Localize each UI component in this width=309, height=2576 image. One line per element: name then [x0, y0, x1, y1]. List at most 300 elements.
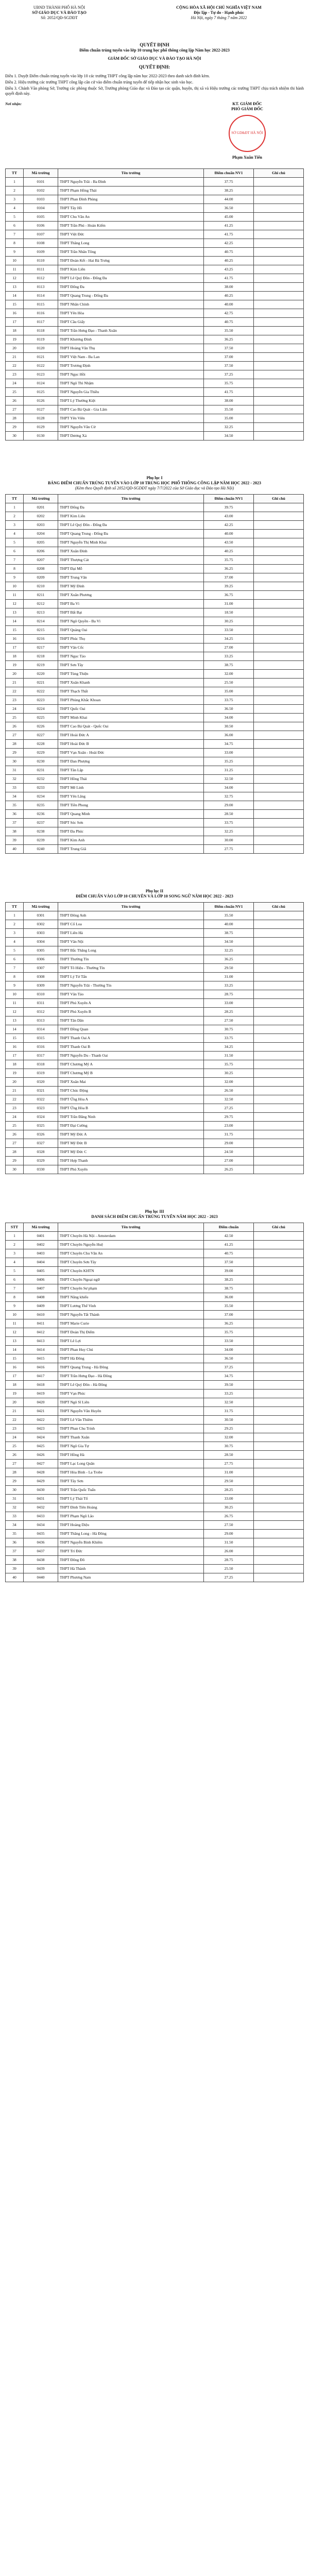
row-index: 17 — [6, 1371, 24, 1380]
col-header: Ghi chú — [254, 1223, 304, 1231]
cutoff-score: 40.75 — [204, 247, 254, 256]
row-index: 3 — [6, 195, 24, 204]
col-header: Ghi chú — [254, 902, 304, 911]
school-name: THPT Mỹ Đức B — [58, 1139, 204, 1147]
school-name: THPT Sóc Sơn — [58, 818, 204, 827]
school-name: THPT Hoài Đức B — [58, 739, 204, 748]
row-index: 26 — [6, 1450, 24, 1459]
table-row — [6, 1328, 304, 1336]
table-row — [6, 946, 304, 955]
row-index: 22 — [6, 1095, 24, 1104]
row-index: 8 — [6, 1293, 24, 1301]
table-row — [6, 361, 304, 370]
table-row — [6, 1139, 304, 1147]
row-index: 6 — [6, 955, 24, 963]
school-code: 0413 — [24, 1336, 58, 1345]
annex-3-heading — [5, 1209, 304, 1219]
table-row — [6, 1415, 304, 1424]
school-name: THPT Trí Đức — [58, 1547, 204, 1555]
table-row — [6, 990, 304, 998]
row-index: 30 — [6, 431, 24, 440]
table-row — [6, 704, 304, 713]
note — [254, 998, 304, 1007]
row-index: 35 — [6, 1529, 24, 1538]
note — [254, 920, 304, 928]
cutoff-score: 29.25 — [204, 1424, 254, 1433]
note — [254, 713, 304, 722]
school-name: THPT Thăng Long — [58, 239, 204, 247]
cutoff-score: 29.50 — [204, 963, 254, 972]
cutoff-score: 41.75 — [204, 230, 254, 239]
table-row — [6, 766, 304, 774]
note — [254, 1406, 304, 1415]
note — [254, 792, 304, 801]
note — [254, 1156, 304, 1165]
school-code: 0310 — [24, 990, 58, 998]
col-header: Điểm chuẩn NV1 — [204, 494, 254, 503]
table-row — [6, 920, 304, 928]
recipients — [5, 101, 108, 168]
school-name: THPT Chuyên Nguyễn Huệ — [58, 1240, 204, 1249]
row-index: 33 — [6, 1512, 24, 1520]
row-index: 18 — [6, 652, 24, 660]
cutoff-score: 39.00 — [204, 1266, 254, 1275]
row-index: 27 — [6, 405, 24, 414]
annex-2-heading — [5, 889, 304, 899]
row-index: 7 — [6, 555, 24, 564]
row-index: 7 — [6, 963, 24, 972]
cutoff-score: 35.00 — [204, 414, 254, 422]
row-index: 29 — [6, 748, 24, 757]
table-row — [6, 608, 304, 617]
note — [254, 555, 304, 564]
school-code: 0440 — [24, 1573, 58, 1582]
school-name: THPT Năng khiếu — [58, 1293, 204, 1301]
school-name: THPT Trần Quốc Tuấn — [58, 1485, 204, 1494]
row-index: 5 — [6, 538, 24, 547]
school-name: THPT Cổ Loa — [58, 920, 204, 928]
cutoff-score: 36.25 — [204, 955, 254, 963]
cutoff-score: 27.75 — [204, 1459, 254, 1468]
cutoff-score: 27.50 — [204, 1520, 254, 1529]
row-index: 29 — [6, 422, 24, 431]
table-row — [6, 836, 304, 844]
note — [254, 1025, 304, 1033]
note — [254, 317, 304, 326]
school-name: THPT Hà Đông — [58, 1354, 204, 1363]
school-code: 0237 — [24, 818, 58, 827]
row-index: 2 — [6, 1240, 24, 1249]
row-index: 15 — [6, 1033, 24, 1042]
school-code: 0118 — [24, 326, 58, 335]
note — [254, 239, 304, 247]
note — [254, 1130, 304, 1139]
cutoff-score: 32.75 — [204, 792, 254, 801]
table-row — [6, 1156, 304, 1165]
document-date: Hà Nội, ngày 7 tháng 7 năm 2022 — [191, 15, 247, 20]
school-name: THPT Liên Hà — [58, 928, 204, 937]
note — [254, 186, 304, 195]
school-name: THPT Đan Phượng — [58, 757, 204, 766]
cutoff-score: 28.75 — [204, 990, 254, 998]
note — [254, 1415, 304, 1424]
school-name: THPT Nhân Chính — [58, 300, 204, 309]
cutoff-score: 38.75 — [204, 928, 254, 937]
row-index: 9 — [6, 981, 24, 990]
school-code: 0306 — [24, 955, 58, 963]
row-index: 11 — [6, 998, 24, 1007]
table-row — [6, 282, 304, 291]
row-index: 5 — [6, 212, 24, 221]
cutoff-score: 31.00 — [204, 972, 254, 981]
school-code: 0319 — [24, 1069, 58, 1077]
cutoff-score: 37.25 — [204, 1363, 254, 1371]
cutoff-score: 28.25 — [204, 1007, 254, 1016]
cutoff-score: 34.75 — [204, 1371, 254, 1380]
note — [254, 256, 304, 265]
row-index: 25 — [6, 387, 24, 396]
school-code: 0236 — [24, 809, 58, 818]
school-name: THPT Lạc Long Quân — [58, 1459, 204, 1468]
school-name: THPT Phạm Ngũ Lão — [58, 1512, 204, 1520]
cutoff-score: 40.00 — [204, 300, 254, 309]
row-index: 16 — [6, 1363, 24, 1371]
table-row — [6, 1275, 304, 1284]
article-3: Điều 3. Chánh Văn phòng Sở, Trưởng các phòng thuộc Sở, Trưởng phòng Giáo dục và Đào tạo các quận, huyện, thị xã và Hiệu trưởng các trường THPT chịu trách nhiệm thi hành quyết định này. — [5, 86, 304, 96]
row-index: 19 — [6, 660, 24, 669]
row-index: 35 — [6, 801, 24, 809]
note — [254, 590, 304, 599]
school-name: THPT Đinh Tiên Hoàng — [58, 1503, 204, 1512]
table-row — [6, 731, 304, 739]
school-name: THPT Cầu Giấy — [58, 317, 204, 326]
note — [254, 1354, 304, 1363]
table-row — [6, 660, 304, 669]
school-code: 0412 — [24, 1328, 58, 1336]
note — [254, 1095, 304, 1104]
col-header: Mã trường — [24, 168, 58, 177]
school-code: 0320 — [24, 1077, 58, 1086]
school-name: THPT Nguyễn Văn Cừ — [58, 422, 204, 431]
school-name: THPT Hoàng Diệu — [58, 1520, 204, 1529]
row-index: 37 — [6, 1547, 24, 1555]
note — [254, 1345, 304, 1354]
note — [254, 678, 304, 687]
note — [254, 1512, 304, 1520]
school-code: 0130 — [24, 431, 58, 440]
note — [254, 928, 304, 937]
table-row — [6, 652, 304, 660]
row-index: 36 — [6, 1538, 24, 1547]
table-row — [6, 1112, 304, 1121]
school-name: THPT Lê Văn Thiêm — [58, 1415, 204, 1424]
school-name: THPT Bắc Thăng Long — [58, 946, 204, 955]
school-code: 0425 — [24, 1442, 58, 1450]
cutoff-score: 31.75 — [204, 1406, 254, 1415]
school-name: THPT Ứng Hòa A — [58, 1095, 204, 1104]
school-name: THPT Thường Tín — [58, 955, 204, 963]
cutoff-score: 43.50 — [204, 538, 254, 547]
school-code: 0108 — [24, 239, 58, 247]
issuer-block — [5, 5, 113, 38]
row-index: 24 — [6, 1112, 24, 1121]
table-row — [6, 520, 304, 529]
cutoff-score: 25.50 — [204, 678, 254, 687]
school-code: 0207 — [24, 555, 58, 564]
col-header: Tên trường — [58, 902, 204, 911]
cutoff-score: 42.50 — [204, 1231, 254, 1240]
table-row — [6, 1310, 304, 1319]
row-index: 25 — [6, 713, 24, 722]
cutoff-score: 30.75 — [204, 1442, 254, 1450]
school-code: 0114 — [24, 291, 58, 300]
row-index: 13 — [6, 1336, 24, 1345]
note — [254, 963, 304, 972]
school-code: 0238 — [24, 827, 58, 836]
school-code: 0433 — [24, 1512, 58, 1520]
school-code: 0240 — [24, 844, 58, 853]
school-name: THPT Xuân Đỉnh — [58, 547, 204, 555]
cutoff-score: 33.75 — [204, 696, 254, 704]
school-name: THPT Tiền Phong — [58, 801, 204, 809]
table-row — [6, 911, 304, 920]
table-row — [6, 955, 304, 963]
cutoff-score: 32.25 — [204, 827, 254, 836]
row-index: 13 — [6, 1016, 24, 1025]
table-row — [6, 617, 304, 625]
school-code: 0414 — [24, 1345, 58, 1354]
row-index: 19 — [6, 1069, 24, 1077]
school-code: 0410 — [24, 1310, 58, 1319]
cutoff-score: 36.25 — [204, 1319, 254, 1328]
cutoff-score: 43.25 — [204, 265, 254, 274]
note — [254, 1033, 304, 1042]
note — [254, 274, 304, 282]
table-row — [6, 678, 304, 687]
note — [254, 731, 304, 739]
table-row — [6, 1406, 304, 1415]
row-index: 39 — [6, 836, 24, 844]
school-name: THPT Trần Phú - Hoàn Kiếm — [58, 221, 204, 230]
school-code: 0127 — [24, 405, 58, 414]
school-code: 0224 — [24, 704, 58, 713]
cutoff-score: 30.75 — [204, 1025, 254, 1033]
table-row — [6, 1104, 304, 1112]
cutoff-score: 26.75 — [204, 1512, 254, 1520]
row-index: 24 — [6, 704, 24, 713]
table-row — [6, 317, 304, 326]
table-row — [6, 1450, 304, 1459]
row-index: 37 — [6, 818, 24, 827]
school-code: 0434 — [24, 1520, 58, 1529]
row-index: 9 — [6, 247, 24, 256]
table-row — [6, 1051, 304, 1060]
note — [254, 230, 304, 239]
table-row — [6, 1301, 304, 1310]
cutoff-score: 27.25 — [204, 1573, 254, 1582]
school-code: 0210 — [24, 582, 58, 590]
school-name: THPT Quang Trung - Đống Đa — [58, 291, 204, 300]
school-code: 0239 — [24, 836, 58, 844]
school-code: 0205 — [24, 538, 58, 547]
row-index: 21 — [6, 352, 24, 361]
table-row — [6, 713, 304, 722]
school-code: 0215 — [24, 625, 58, 634]
school-name: THPT Việt Đức — [58, 230, 204, 239]
table-row — [6, 792, 304, 801]
row-index: 12 — [6, 599, 24, 608]
cutoff-score: 37.00 — [204, 573, 254, 582]
school-code: 0313 — [24, 1016, 58, 1025]
school-code: 0418 — [24, 1380, 58, 1389]
row-index: 15 — [6, 625, 24, 634]
school-name: THPT Đông Anh — [58, 911, 204, 920]
col-header: Tên trường — [58, 168, 204, 177]
table-row — [6, 1547, 304, 1555]
row-index: 24 — [6, 379, 24, 387]
cutoff-score: 32.50 — [204, 1398, 254, 1406]
table-row — [6, 379, 304, 387]
note — [254, 564, 304, 573]
note — [254, 1371, 304, 1380]
table-body — [6, 503, 304, 853]
row-index: 32 — [6, 1503, 24, 1512]
note — [254, 1433, 304, 1442]
table-row — [6, 335, 304, 344]
note — [254, 379, 304, 387]
cutoff-score: 34.50 — [204, 431, 254, 440]
school-name: THPT Đoàn Kết - Hai Bà Trưng — [58, 256, 204, 265]
school-code: 0117 — [24, 317, 58, 326]
cutoff-score: 41.25 — [204, 1240, 254, 1249]
cutoff-score: 41.75 — [204, 274, 254, 282]
cutoff-score: 36.25 — [204, 564, 254, 573]
cutoff-score: 29.00 — [204, 801, 254, 809]
school-code: 0409 — [24, 1301, 58, 1310]
cutoff-score: 38.75 — [204, 660, 254, 669]
school-name: THPT Lý Thường Kiệt — [58, 396, 204, 405]
school-code: 0229 — [24, 748, 58, 757]
school-code: 0325 — [24, 1121, 58, 1130]
table-row — [6, 212, 304, 221]
annex-2-title: Phụ lục II — [145, 888, 164, 893]
cutoff-score: 33.50 — [204, 1336, 254, 1345]
cutoff-score: 29.50 — [204, 1477, 254, 1485]
school-code: 0222 — [24, 687, 58, 696]
table-row — [6, 186, 304, 195]
table-row — [6, 774, 304, 783]
school-name: THPT Đoàn Thị Điểm — [58, 1328, 204, 1336]
row-index: 31 — [6, 1494, 24, 1503]
school-name: THPT Cao Bá Quát - Quốc Oai — [58, 722, 204, 731]
cutoff-score: 35.50 — [204, 405, 254, 414]
cutoff-score: 33.00 — [204, 748, 254, 757]
school-code: 0307 — [24, 963, 58, 972]
note — [254, 573, 304, 582]
school-code: 0213 — [24, 608, 58, 617]
table-row — [6, 1319, 304, 1328]
cutoff-score: 32.50 — [204, 774, 254, 783]
row-index: 28 — [6, 414, 24, 422]
cutoff-score: 40.25 — [204, 256, 254, 265]
school-name: THPT Thăng Long - Hà Đông — [58, 1529, 204, 1538]
school-code: 0329 — [24, 1156, 58, 1165]
note — [254, 669, 304, 678]
school-code: 0228 — [24, 739, 58, 748]
row-index: 3 — [6, 520, 24, 529]
school-code: 0303 — [24, 928, 58, 937]
cutoff-score: 29.00 — [204, 1529, 254, 1538]
note — [254, 520, 304, 529]
note — [254, 836, 304, 844]
row-index: 25 — [6, 1442, 24, 1450]
note — [254, 1301, 304, 1310]
school-code: 0223 — [24, 696, 58, 704]
cutoff-score: 33.50 — [204, 625, 254, 634]
note — [254, 599, 304, 608]
article-2: Điều 2. Hiệu trưởng các trường THPT công lập căn cứ vào điểm chuẩn trúng tuyển để tiếp nhận học sinh vào học. — [5, 79, 194, 84]
note — [254, 1266, 304, 1275]
school-name: THPT Yên Lãng — [58, 792, 204, 801]
school-name: THPT Bất Bạt — [58, 608, 204, 617]
row-index: 4 — [6, 1258, 24, 1266]
authority: GIÁM ĐỐC SỞ GIÁO DỤC VÀ ĐÀO TẠO HÀ NỘI — [108, 56, 201, 61]
school-code: 0439 — [24, 1564, 58, 1573]
school-code: 0201 — [24, 503, 58, 512]
note — [254, 1310, 304, 1319]
school-name: THPT Trung Giã — [58, 844, 204, 853]
school-code: 0104 — [24, 204, 58, 212]
table-row — [6, 1284, 304, 1293]
table-row — [6, 1025, 304, 1033]
school-code: 0309 — [24, 981, 58, 990]
school-name: THPT Quang Trung - Đống Đa — [58, 529, 204, 538]
row-index: 16 — [6, 309, 24, 317]
note — [254, 911, 304, 920]
school-name: THPT Thạch Thất — [58, 687, 204, 696]
note — [254, 1529, 304, 1538]
school-name: THPT Vân Nội — [58, 937, 204, 946]
table-row — [6, 998, 304, 1007]
note — [254, 1249, 304, 1258]
note — [254, 1165, 304, 1174]
school-code: 0426 — [24, 1450, 58, 1459]
annex-1-note: (Kèm theo Quyết định số 2052/QĐ-SGDĐT ngày 7/7/2022 của Sở Giáo dục và Đào tạo Hà Nội) — [75, 485, 234, 490]
school-code: 0103 — [24, 195, 58, 204]
cutoff-score: 40.00 — [204, 529, 254, 538]
cutoff-score: 35.25 — [204, 757, 254, 766]
row-index: 27 — [6, 731, 24, 739]
cutoff-score: 36.50 — [204, 704, 254, 713]
school-code: 0107 — [24, 230, 58, 239]
note — [254, 696, 304, 704]
cutoff-score: 38.75 — [204, 1284, 254, 1293]
article-1: Điều 1. Duyệt Điểm chuẩn trúng tuyển vào lớp 10 các trường THPT công lập năm học 2022-2023 theo danh sách đính kèm. — [5, 73, 210, 78]
school-code: 0203 — [24, 520, 58, 529]
school-name: THPT Hoàng Văn Thụ — [58, 344, 204, 352]
school-code: 0328 — [24, 1147, 58, 1156]
row-index: 11 — [6, 1319, 24, 1328]
note — [254, 660, 304, 669]
school-name: THPT Nguyễn Trãi - Ba Đình — [58, 177, 204, 186]
table-row — [6, 1069, 304, 1077]
row-index: 29 — [6, 1477, 24, 1485]
table-row — [6, 405, 304, 414]
row-index: 9 — [6, 1301, 24, 1310]
table-row — [6, 230, 304, 239]
row-index: 4 — [6, 529, 24, 538]
cutoff-score: 29.75 — [204, 1112, 254, 1121]
